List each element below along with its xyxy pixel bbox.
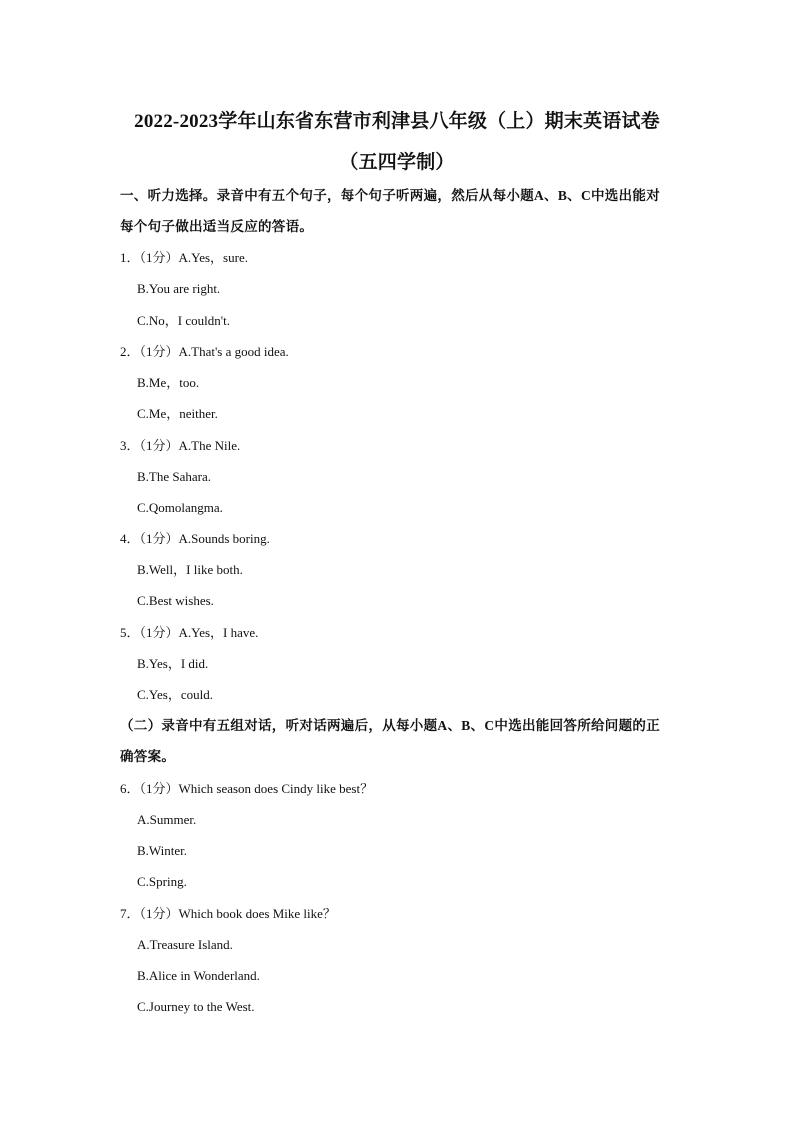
- question-4-option-c: C.Best wishes.: [137, 593, 214, 608]
- question-4-option-b: B.Well，I like both.: [137, 562, 243, 577]
- section2-instruction-line1: （二）录音中有五组对话，听对话两遍后，从每小题A、B、C中选出能回答所给问题的正: [120, 718, 661, 733]
- question-3-stem: 3．（1分）A.The Nile.: [120, 438, 241, 453]
- question-6-option-a: A.Summer.: [137, 812, 197, 827]
- question-7-option-a: A.Treasure Island.: [137, 937, 233, 952]
- question-1-stem: 1．（1分）A.Yes，sure.: [120, 250, 248, 265]
- section1-instruction-line1: 一、听力选择。录音中有五个句子，每个句子听两遍，然后从每小题A、B、C中选出能对: [120, 188, 661, 203]
- question-1-option-c: C.No，I couldn't.: [137, 313, 230, 328]
- question-3-option-b: B.The Sahara.: [137, 469, 212, 484]
- question-2-stem: 2．（1分）A.That's a good idea.: [120, 344, 289, 359]
- section2-instruction-line2: 确答案。: [120, 749, 176, 764]
- question-1-option-b: B.You are right.: [137, 281, 221, 296]
- question-3-option-c: C.Qomolangma.: [137, 500, 223, 515]
- question-6-option-c: C.Spring.: [137, 874, 187, 889]
- question-4-stem: 4．（1分）A.Sounds boring.: [120, 531, 270, 546]
- question-2-option-b: B.Me，too.: [137, 375, 200, 390]
- question-5-stem: 5．（1分）A.Yes，I have.: [120, 625, 259, 640]
- question-7-option-b: B.Alice in Wonderland.: [137, 968, 260, 983]
- question-6-option-b: B.Winter.: [137, 843, 188, 858]
- question-5-option-c: C.Yes，could.: [137, 687, 213, 702]
- section1-instruction-line2: 每个句子做出适当反应的答语。: [120, 219, 314, 234]
- question-2-option-c: C.Me，neither.: [137, 406, 218, 421]
- question-6-stem: 6．（1分）Which season does Cindy like best？: [120, 781, 374, 796]
- question-5-option-b: B.Yes，I did.: [137, 656, 209, 671]
- question-7-stem: 7．（1分）Which book does Mike like？: [120, 906, 336, 921]
- page-subtitle: （五四学制）: [339, 152, 455, 173]
- question-7-option-c: C.Journey to the West.: [137, 999, 255, 1014]
- page-title: 2022-2023学年山东省东营市利津县八年级（上）期末英语试卷: [134, 111, 660, 132]
